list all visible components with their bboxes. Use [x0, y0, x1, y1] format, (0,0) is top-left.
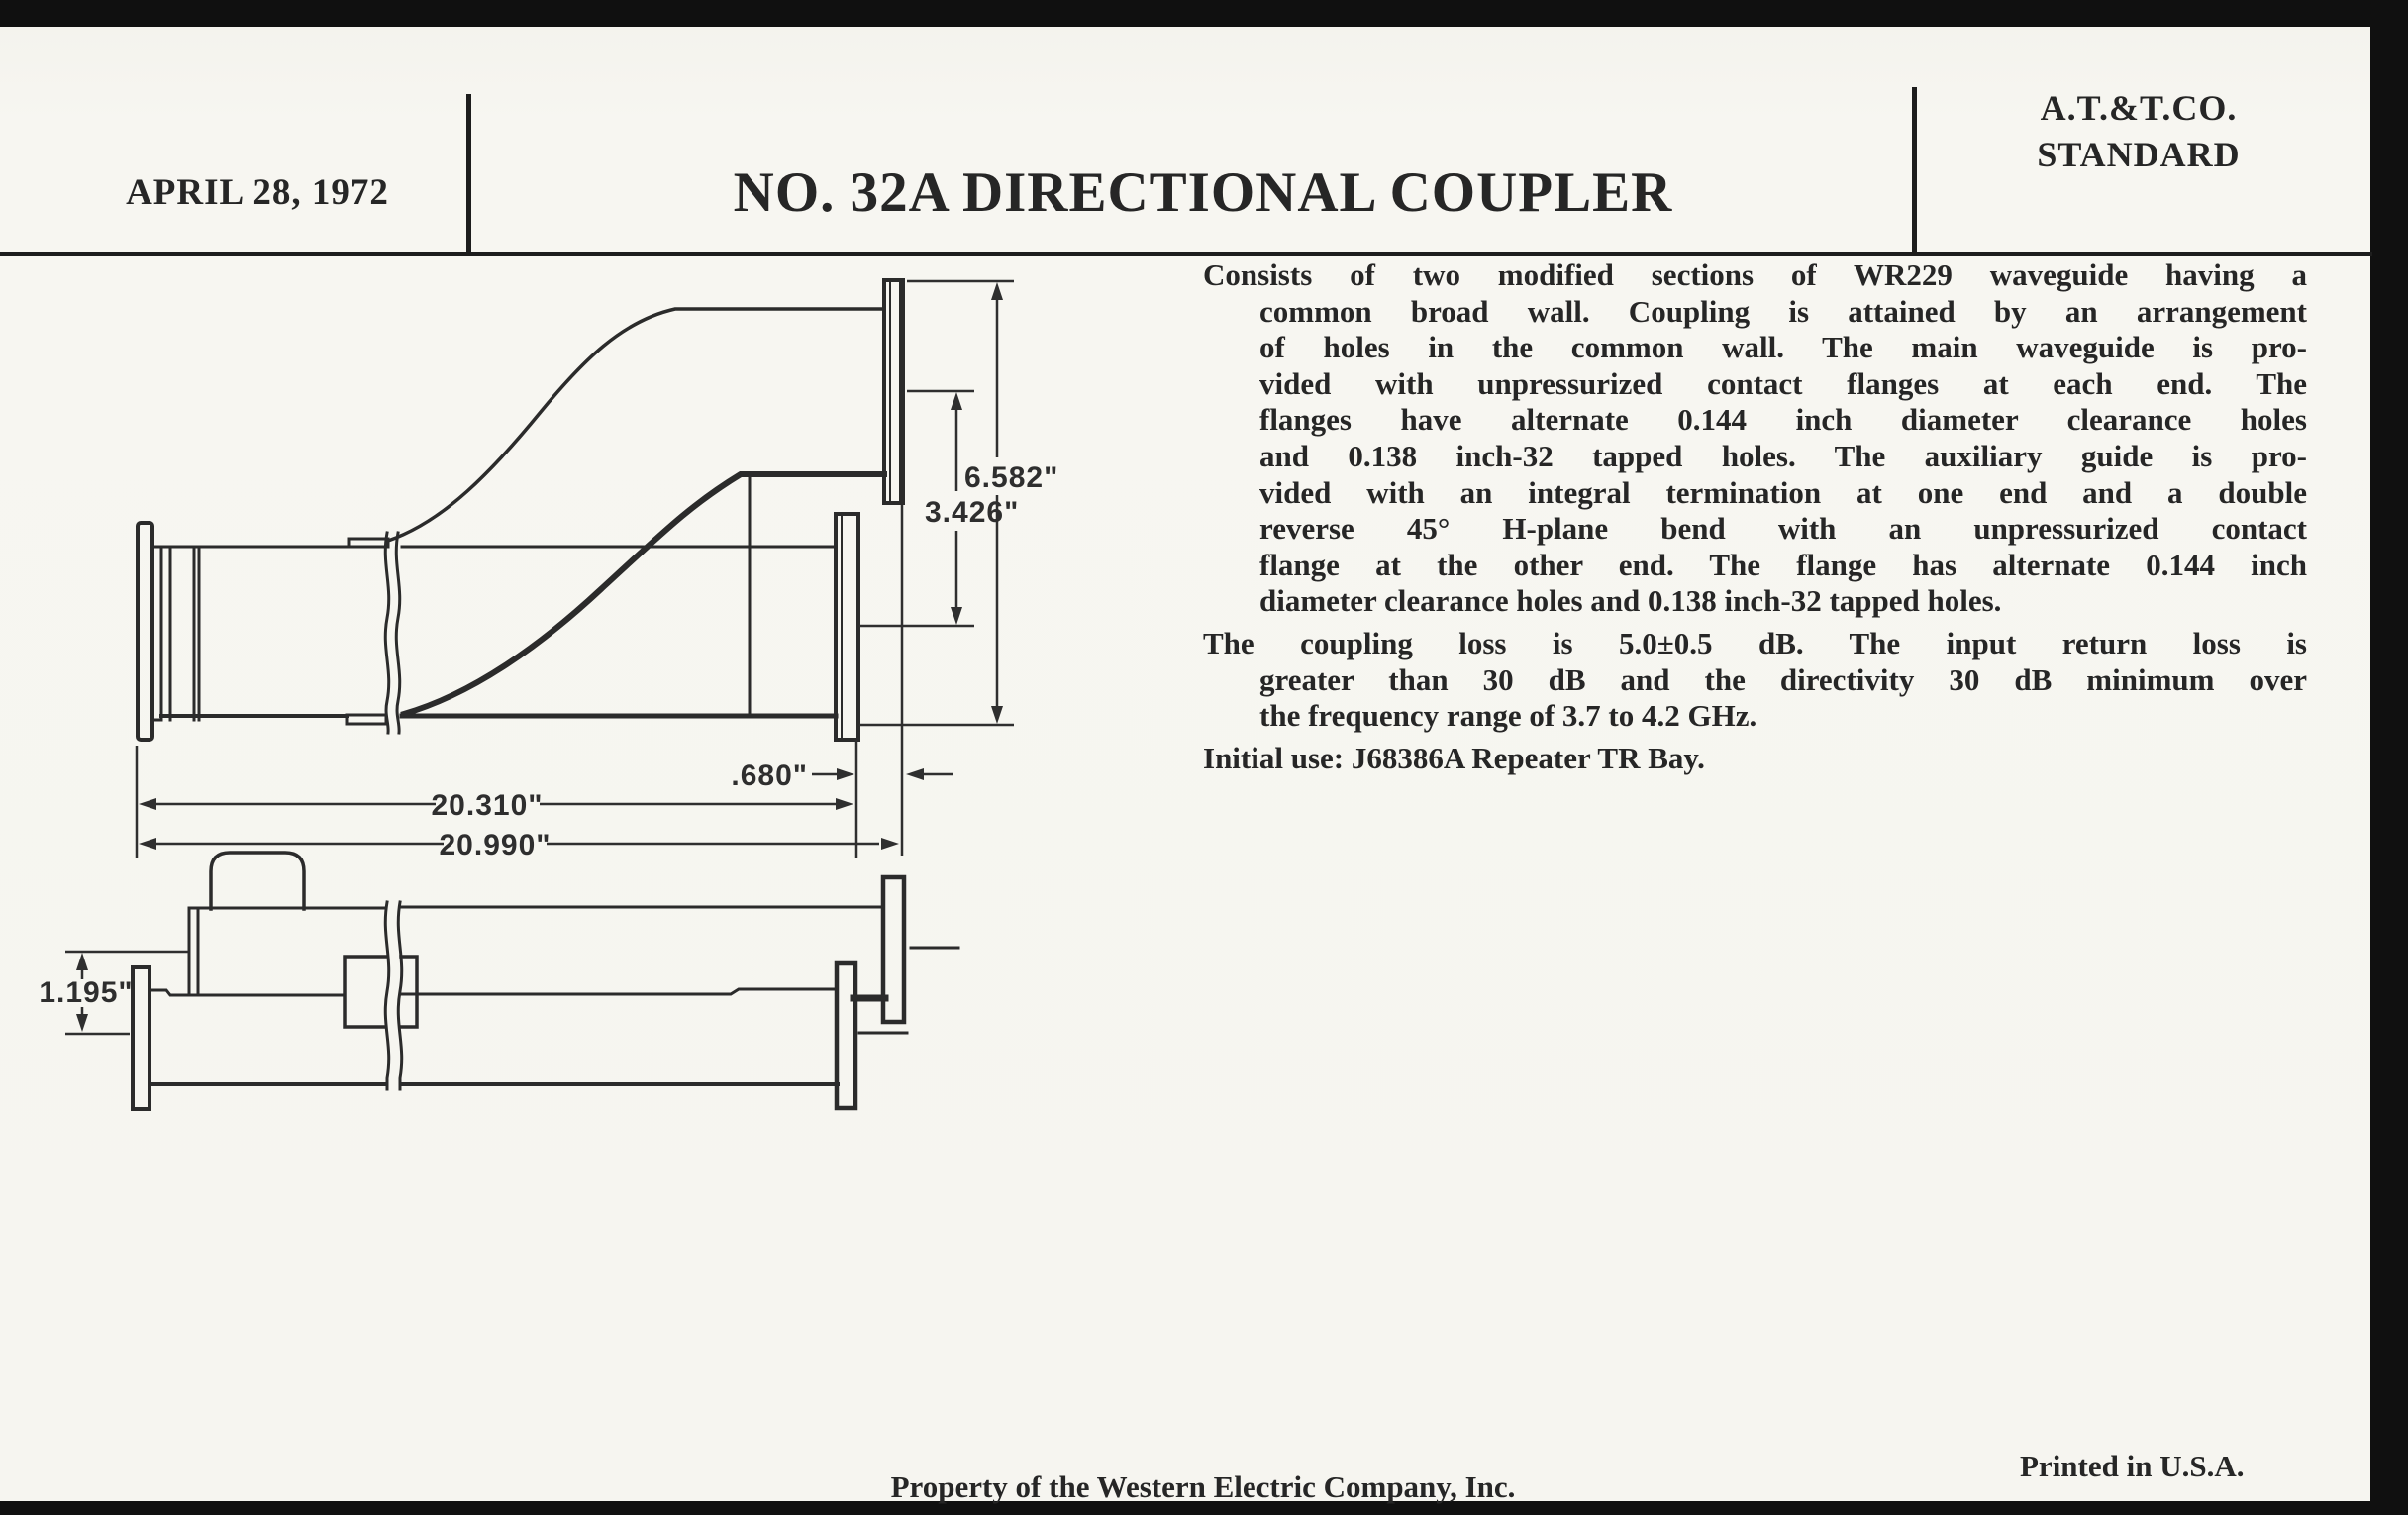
- body-text-line: flange at the other end. The flange has alternate 0.144 inch: [1259, 547, 2307, 582]
- body-text-line: of holes in the common wall. The main waveguide is pro-: [1259, 330, 2307, 365]
- aux-guide-top-wall: [388, 309, 884, 541]
- aux-guide-edge-near-left: [150, 990, 344, 995]
- break-line: [385, 902, 388, 1089]
- body-text-line: common broad wall. Coupling is attained by an arrangement: [1259, 293, 2307, 329]
- break-line: [396, 533, 399, 733]
- aux-guide-edge-far: [189, 907, 882, 908]
- left-flange: [138, 523, 152, 740]
- aux-guide-end-wall: [189, 908, 198, 994]
- body-text-line: vided with an integral termination at one end and a double: [1259, 474, 2307, 510]
- main-side-view: [138, 280, 903, 740]
- printed-in-usa: Printed in U.S.A.: [2020, 1449, 2245, 1483]
- body-text-line: flanges have alternate 0.144 inch diameter clearance holes: [1259, 402, 2307, 438]
- dimension-1195: [39, 952, 188, 1034]
- left-collar-lines: [170, 547, 199, 720]
- body-text-line: The coupling loss is 5.0±0.5 dB. The input return loss is: [1203, 625, 2307, 660]
- org-standard: STANDARD: [2037, 135, 2241, 174]
- body-text-line: diameter clearance holes and 0.138 inch-32 tapped holes.: [1259, 583, 2002, 619]
- dim-label-height-aux: 3.426": [925, 496, 1020, 529]
- body-text-line: Initial use: J68386A Repeater TR Bay.: [1203, 740, 1705, 775]
- body-text-line: greater than 30 dB and the directivity 30 dB minimum over: [1259, 661, 2307, 697]
- dim-label-flange-offset: .680": [731, 759, 808, 792]
- plan-main-flange: [837, 963, 855, 1108]
- left-flange-inner: [152, 547, 161, 720]
- plan-left-flange: [133, 967, 150, 1109]
- property-notice: Property of the Western Electric Company, Inc.: [890, 1469, 1516, 1504]
- body-text-line: vided with unpressurized contact flanges at each end. The: [1259, 365, 2307, 401]
- body-text-line: and 0.138 inch-32 tapped holes. The auxiliary guide is pro-: [1259, 438, 2307, 473]
- aux-guide-bottom-wall: [404, 474, 884, 714]
- dim-label-length-main: 20.310": [431, 789, 544, 822]
- main-guide-edge-far-right: [401, 989, 837, 994]
- body-text-line: Consists of two modified sections of WR229 waveguide having a: [1203, 257, 2307, 292]
- dim-label-plan-offset: 1.195": [39, 976, 134, 1009]
- plan-view: [133, 853, 958, 1109]
- body-text-line: reverse 45° H-plane bend with an unpressurized contact: [1259, 511, 2307, 547]
- issue-date: APRIL 28, 1972: [126, 172, 389, 213]
- dimension-20990: [139, 829, 899, 861]
- top-tab: [349, 539, 388, 547]
- page-title: NO. 32A DIRECTIONAL COUPLER: [733, 161, 1673, 224]
- dim-label-height-total: 6.582": [964, 461, 1059, 494]
- termination-bump: [211, 853, 304, 909]
- bottom-tab: [347, 715, 386, 724]
- main-right-flange: [836, 514, 858, 740]
- body-text-line: the frequency range of 3.7 to 4.2 GHz.: [1259, 698, 1757, 734]
- org-name: A.T.&T.CO.: [2040, 88, 2238, 128]
- dim-label-length-total: 20.990": [439, 829, 552, 861]
- coupling-block: [345, 957, 417, 1027]
- break-line: [385, 533, 388, 733]
